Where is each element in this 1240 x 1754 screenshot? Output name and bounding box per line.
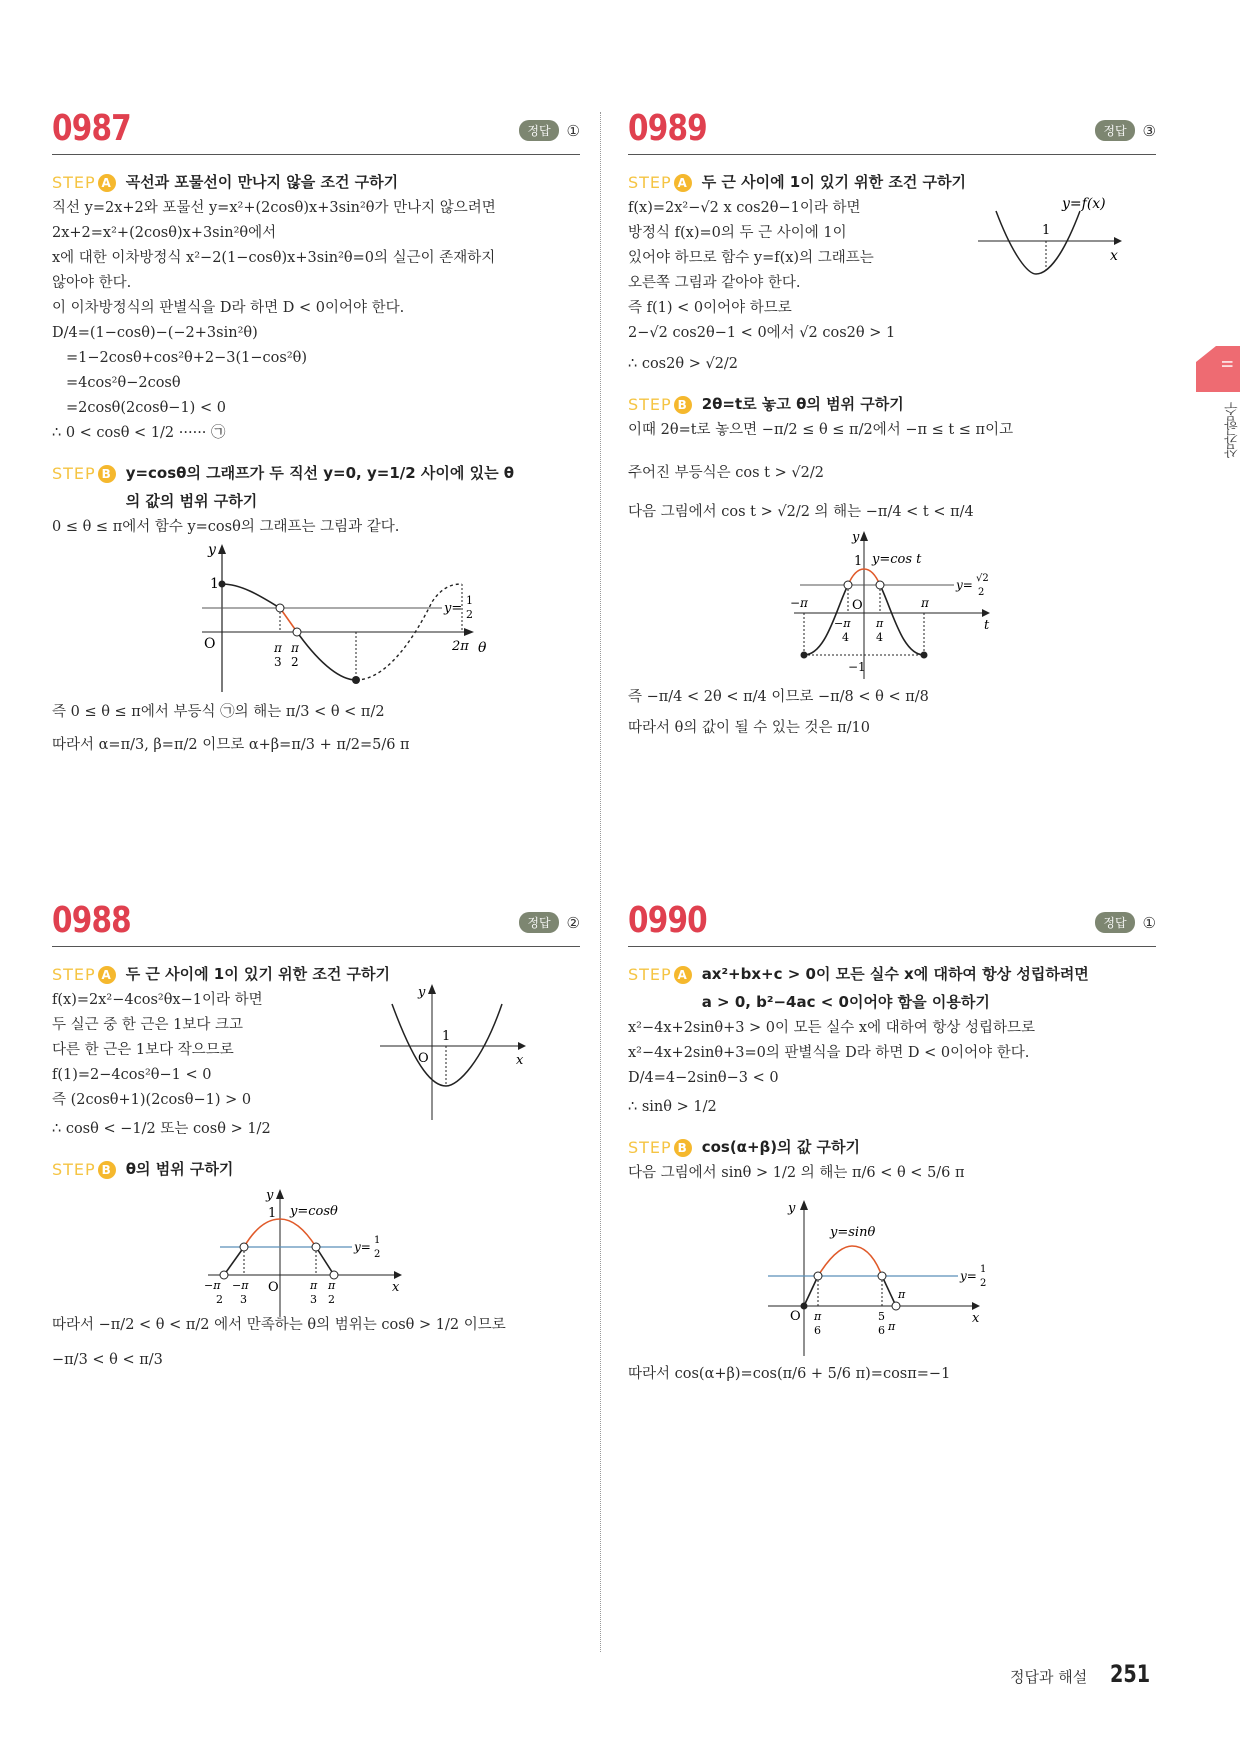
step-tag: STEP A (628, 965, 692, 984)
cos-graph (132, 542, 552, 692)
page-number: 251 (1110, 1660, 1151, 1688)
text-line: 다른 한 근은 1보다 작으므로 (52, 1042, 234, 1058)
svg-text:2: 2 (374, 1249, 381, 1260)
svg-text:2: 2 (216, 1293, 223, 1306)
cos-theta-graph (202, 1187, 442, 1317)
step-tag: STEP A (52, 173, 116, 192)
svg-text:1: 1 (980, 1264, 987, 1275)
problem-0988 (52, 900, 580, 1373)
svg-text:π: π (274, 641, 282, 655)
text-line: x²−4x+2sinθ+3 > 0이 모든 실수 x에 대하여 항상 성립하므로 (628, 1020, 1035, 1036)
step-letter-badge: A (98, 966, 116, 984)
svg-text:1: 1 (854, 554, 863, 569)
svg-text:y=: y= (444, 601, 463, 616)
parabola-graph (372, 982, 532, 1122)
text-line: 방정식 f(x)=0의 두 근 사이에 1이 (628, 225, 847, 241)
text-line: 따라서 α=π/3, β=π/2 이므로 α+β=π/3 + π/2=5/6 π (52, 737, 410, 753)
equation-line: D/4=4−2sinθ−3 < 0 (628, 1070, 779, 1086)
svg-text:y=: y= (956, 578, 973, 592)
problem-header (628, 900, 1156, 947)
svg-text:π: π (888, 1320, 896, 1333)
step-tag: STEP A (52, 965, 116, 984)
answer-badge: 정답 (519, 912, 558, 933)
footer-label: 정답과 해설 (1010, 1668, 1088, 1686)
svg-text:3: 3 (274, 655, 282, 669)
step-title: 2θ=t로 놓고 θ의 범위 구하기 (701, 395, 904, 413)
problem-header (628, 108, 1156, 155)
text-line: 두 실근 중 한 근은 1보다 크고 (52, 1017, 243, 1033)
svg-text:1: 1 (442, 1029, 451, 1044)
svg-text:−1: −1 (848, 660, 866, 674)
step-tag: STEP B (52, 1160, 116, 1179)
answer-badge: 정답 (1095, 912, 1134, 933)
text-line: 이때 2θ=t로 놓으면 −π/2 ≤ θ ≤ π/2에서 −π ≤ t ≤ π이고 (628, 422, 1014, 438)
text-line: 다음 그림에서 cos t > √2/2 의 해는 −π/4 < t < π/4 (628, 504, 974, 520)
cos-graph-figure (52, 540, 580, 690)
svg-text:x: x (516, 1053, 524, 1068)
step-letter-badge: B (98, 465, 116, 483)
step-tag: STEP B (52, 464, 116, 483)
svg-text:O: O (790, 1309, 801, 1324)
svg-text:t: t (984, 618, 990, 633)
parabola-graph (968, 196, 1128, 286)
problem-number: 0990 (628, 900, 707, 941)
svg-text:2: 2 (978, 587, 985, 598)
svg-text:−π: −π (232, 1279, 249, 1292)
answer (519, 912, 580, 933)
step-letter-badge: B (674, 1139, 692, 1157)
step-letter-badge: A (674, 174, 692, 192)
svg-text:y: y (266, 1188, 274, 1203)
text-line: 다음 그림에서 sinθ > 1/2 의 해는 π/6 < θ < 5/6 π (628, 1165, 965, 1181)
svg-text:O: O (852, 598, 863, 613)
problem-0987 (52, 108, 580, 758)
answer-value: ① (566, 121, 580, 140)
text-line: 0 ≤ θ ≤ π에서 함수 y=cosθ의 그래프는 그림과 같다. (52, 519, 400, 535)
svg-text:π: π (291, 641, 299, 655)
text-line: x²−4x+2sinθ+3=0의 판별식을 D라 하면 D < 0이어야 한다. (628, 1045, 1030, 1061)
problem-0989 (628, 108, 1156, 741)
svg-text:y=f(x): y=f(x) (1062, 196, 1106, 212)
column-divider (600, 112, 601, 1652)
svg-text:6: 6 (878, 1324, 885, 1337)
equation-line: 즉 (2cosθ+1)(2cosθ−1) > 0 (52, 1092, 252, 1108)
svg-text:5: 5 (878, 1310, 885, 1323)
text-line: 않아야 한다. (52, 275, 132, 291)
step-tag: STEP B (628, 1138, 692, 1157)
step-letter-badge: B (674, 396, 692, 414)
svg-text:1: 1 (210, 576, 219, 592)
svg-text:2π: 2π (452, 639, 469, 654)
text-line: 주어진 부등식은 cos t > √2/2 (628, 465, 824, 481)
equation-line: ∴ cosθ < −1/2 또는 cosθ > 1/2 (52, 1121, 271, 1137)
step-title: ax²+bx+c > 0이 모든 실수 x에 대하여 항상 성립하려면 a > 0, b²−4ac < 0이어야 함을 이용하기 (701, 965, 1089, 1011)
svg-text:y=cosθ: y=cosθ (290, 1204, 338, 1219)
step-a (628, 965, 1156, 1016)
step-a (628, 173, 1156, 196)
text-line: 이 이차방정식의 판별식을 D라 하면 D < 0이어야 한다. (52, 300, 405, 316)
svg-text:π: π (921, 596, 929, 610)
text-line: 즉 −π/4 < 2θ < π/4 이므로 −π/8 < θ < π/8 (628, 689, 929, 705)
svg-text:π: π (328, 1279, 336, 1292)
text-line: −π/3 < θ < π/3 (52, 1352, 163, 1368)
text-line: 있어야 하므로 함수 y=f(x)의 그래프는 (628, 250, 874, 266)
equation-line: 2−√2 cos2θ−1 < 0에서 √2 cos2θ > 1 (628, 325, 896, 341)
sin-theta-graph-figure (628, 1186, 1156, 1346)
text-line: 즉 0 ≤ θ ≤ π에서 부등식 ㉠의 해는 π/3 < θ < π/2 (52, 704, 385, 720)
equation-line: ∴ 0 < cosθ < 1/2 ······ ㉠ (52, 425, 226, 441)
text-line: 즉 f(1) < 0이어야 하므로 (628, 300, 792, 316)
cos-t-graph (776, 529, 1036, 679)
problem-header (52, 108, 580, 155)
svg-text:y: y (788, 1201, 796, 1216)
equation-line: f(1)=2−4cos²θ−1 < 0 (52, 1067, 212, 1083)
step-b (52, 1160, 580, 1183)
svg-text:y: y (418, 985, 426, 1000)
svg-text:6: 6 (814, 1324, 821, 1337)
svg-text:π: π (898, 1288, 906, 1301)
chapter-tab-label: II (1218, 359, 1235, 369)
svg-text:2: 2 (466, 608, 473, 621)
svg-text:4: 4 (842, 631, 849, 644)
step-tag: STEP A (628, 173, 692, 192)
equation-line: ∴ cos2θ > √2/2 (628, 356, 739, 372)
answer (1095, 120, 1156, 141)
cos-t-graph-figure (628, 525, 1156, 675)
sin-theta-graph (768, 1198, 1028, 1358)
equation-line: ∴ sinθ > 1/2 (628, 1099, 717, 1115)
problem-number: 0988 (52, 900, 131, 941)
svg-text:π: π (310, 1279, 318, 1292)
svg-text:1: 1 (1042, 223, 1051, 238)
answer-badge: 정답 (1095, 120, 1134, 141)
equation-line: =2cosθ(2cosθ−1) < 0 (66, 400, 226, 416)
equation-line: =4cos²θ−2cosθ (66, 375, 181, 391)
text-line: 따라서 cos(α+β)=cos(π/6 + 5/6 π)=cosπ=−1 (628, 1366, 951, 1382)
equation-line: D/4=(1−cosθ)−(−2+3sin²θ) (52, 325, 258, 341)
cos-theta-graph-figure (52, 1183, 580, 1313)
svg-text:x: x (972, 1311, 980, 1326)
text-line: f(x)=2x²−4cos²θx−1이라 하면 (52, 992, 263, 1008)
svg-text:x: x (1110, 248, 1118, 264)
svg-text:O: O (268, 1280, 279, 1295)
step-title: 두 근 사이에 1이 있기 위한 조건 구하기 (701, 173, 967, 191)
svg-text:y=: y= (960, 1269, 977, 1283)
text-line: f(x)=2x²−√2 x cos2θ−1이라 하면 (628, 200, 861, 216)
svg-text:π: π (876, 617, 884, 630)
text-line: 따라서 θ의 값이 될 수 있는 것은 π/10 (628, 720, 870, 736)
svg-text:1: 1 (374, 1235, 381, 1246)
answer-value: ③ (1142, 121, 1156, 140)
step-tag: STEP B (628, 395, 692, 414)
svg-text:y: y (852, 530, 860, 545)
answer-badge: 정답 (519, 120, 558, 141)
svg-text:y: y (208, 542, 216, 558)
step-title: 곡선과 포물선이 만나지 않을 조건 구하기 (125, 173, 399, 191)
step-b (628, 395, 1156, 418)
svg-text:y=sinθ: y=sinθ (830, 1225, 876, 1240)
step-title: cos(α+β)의 값 구하기 (701, 1138, 861, 1156)
answer-value: ① (1142, 913, 1156, 932)
answer-value: ② (566, 913, 580, 932)
chapter-tab-text: 삼각함수 (1224, 402, 1240, 458)
problem-0990 (628, 900, 1156, 1387)
svg-text:−π: −π (834, 617, 851, 630)
svg-text:1: 1 (466, 594, 473, 607)
svg-text:2: 2 (980, 1278, 987, 1289)
svg-text:3: 3 (240, 1293, 247, 1306)
svg-text:y=cos t: y=cos t (872, 552, 922, 567)
svg-text:2: 2 (291, 655, 299, 669)
svg-text:θ: θ (478, 640, 487, 656)
step-letter-badge: B (98, 1161, 116, 1179)
text-line: 따라서 −π/2 < θ < π/2 에서 만족하는 θ의 범위는 cosθ > 1/2 이므로 (52, 1317, 506, 1333)
problem-number: 0987 (52, 108, 131, 149)
svg-text:O: O (204, 636, 216, 652)
answer (1095, 912, 1156, 933)
step-title: θ의 범위 구하기 (125, 1160, 234, 1178)
svg-text:O: O (418, 1051, 429, 1066)
step-title: y=cosθ의 그래프가 두 직선 y=0, y=1/2 사이에 있는 θ의 값의 범위 구하기 (125, 464, 515, 510)
svg-text:2: 2 (328, 1293, 335, 1306)
problem-header (52, 900, 580, 947)
page-footer (1010, 1660, 1155, 1688)
svg-text:π: π (814, 1310, 822, 1323)
step-title: 두 근 사이에 1이 있기 위한 조건 구하기 (125, 965, 391, 983)
chapter-tab-flap (1196, 346, 1216, 362)
step-a (52, 173, 580, 196)
svg-text:4: 4 (876, 631, 883, 644)
svg-text:−π: −π (790, 596, 808, 610)
text-line: 직선 y=2x+2와 포물선 y=x²+(2cosθ)x+3sin²θ가 만나지 않으려면 (52, 200, 496, 216)
svg-text:1: 1 (268, 1206, 277, 1221)
problem-number: 0989 (628, 108, 707, 149)
svg-text:3: 3 (310, 1293, 317, 1306)
equation-line: =1−2cosθ+cos²θ+2−3(1−cos²θ) (66, 350, 308, 366)
step-b (628, 1138, 1156, 1161)
step-letter-badge: A (674, 966, 692, 984)
text-line: 2x+2=x²+(2cosθ)x+3sin²θ에서 (52, 225, 277, 241)
svg-text:y=: y= (354, 1240, 371, 1254)
answer (519, 120, 580, 141)
text-line: x에 대한 이차방정식 x²−2(1−cosθ)x+3sin²θ=0의 실근이 존재하지 (52, 250, 496, 266)
svg-text:x: x (392, 1280, 400, 1295)
svg-text:√2: √2 (976, 573, 989, 584)
text-line: 오른쪽 그림과 같아야 한다. (628, 275, 801, 291)
step-letter-badge: A (98, 174, 116, 192)
svg-text:−π: −π (204, 1279, 221, 1292)
step-b (52, 464, 580, 515)
